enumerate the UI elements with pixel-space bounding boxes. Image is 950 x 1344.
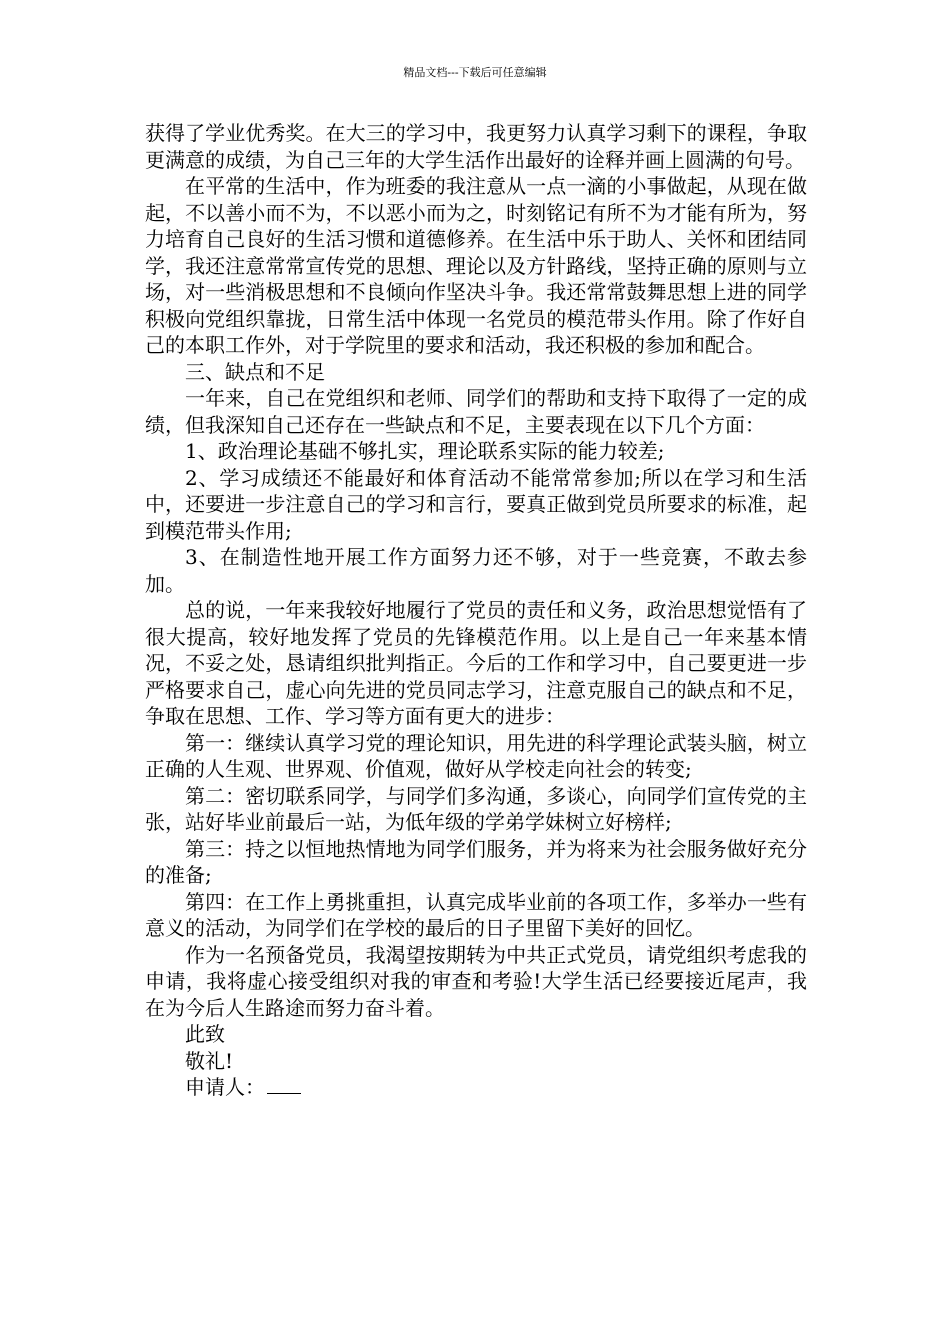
paragraph-shortcomings-intro: 一年来，自己在党组织和老师、同学们的帮助和支持下取得了一定的成绩，但我深知自己还存在一些缺点和不足，主要表现在以下几个方面： (145, 386, 807, 437)
salutation-cizhi: 此致 (185, 1022, 225, 1046)
paragraph-closing: 作为一名预备党员，我渴望按期转为中共正式党员，请党组织考虑我的申请，我将虚心接受组织对我的审查和考验!大学生活已经要接近尾声，我在为今后人生路途而努力奋斗着。 (145, 942, 807, 1020)
plan-item-first: 第一：继续认真学习党的理论知识，用先进的科学理论武装头脑，树立正确的人生观、世界观、价值观，做好从学校走向社会的转变; (145, 730, 807, 781)
plan-item-third: 第三：持之以恒地热情地为同学们服务，并为将来为社会服务做好充分的准备; (145, 836, 807, 887)
list-item-2: 2、学习成绩还不能最好和体育活动不能常常参加;所以在学习和生活中，还要进一步注意自己的学习和言行，要真正做到党员所要求的标准，起到模范带头作用; (145, 465, 807, 543)
section-heading-shortcomings: 三、缺点和不足 (185, 359, 325, 384)
document-body (145, 120, 807, 1101)
list-item-1: 1、政治理论基础不够扎实，理论联系实际的能力较差; (185, 439, 665, 463)
signature-blank (267, 1075, 301, 1094)
paragraph-daily-life: 在平常的生活中，作为班委的我注意从一点一滴的小事做起，从现在做起，不以善小而不为，不以恶小而为之，时刻铭记有所不为才能有所为，努力培育自己良好的生活习惯和道德修养。在生活中乐于助人、关怀和团结同学，我还注意常常宣传党的思想、理论以及方针路线，坚持正确的原则与立场，对一些消极思想和不良倾向作坚决斗争。我还常常鼓舞思想上进的同学积极向党组织靠拢，日常生活中体现一名党员的模范带头作用。除了作好自己的本职工作外，对于学院里的要求和活动，我还积极的参加和配合。 (145, 174, 807, 357)
salutation-jingli: 敬礼! (185, 1048, 234, 1073)
list-item-3: 3、在制造性地开展工作方面努力还不够，对于一些竞赛，不敢去参加。 (145, 545, 807, 596)
paragraph-summary: 总的说，一年来我较好地履行了党员的责任和义务，政治思想觉悟有了很大提高，较好地发挥了党员的先锋模范作用。以上是自己一年来基本情况，不妥之处，恳请组织批判指正。今后的工作和学习中，自己要更进一步严格要求自己，虚心向先进的党员同志学习，注意克服自己的缺点和不足，争取在思想、工作、学习等方面有更大的进步： (145, 598, 807, 728)
signature-label: 申请人： (185, 1075, 265, 1099)
paragraph-continuation: 获得了学业优秀奖。在大三的学习中，我更努力认真学习剩下的课程，争取更满意的成绩，为自己三年的大学生活作出最好的诠释并画上圆满的句号。 (145, 121, 807, 172)
page-header: 精品文档---下载后可任意编辑 (403, 66, 547, 79)
plan-item-second: 第二：密切联系同学，与同学们多沟通，多谈心，向同学们宣传党的主张，站好毕业前最后一站，为低年级的学弟学妹树立好榜样; (145, 783, 807, 834)
plan-item-fourth: 第四：在工作上勇挑重担，认真完成毕业前的各项工作，多举办一些有意义的活动，为同学们在学校的最后的日子里留下美好的回忆。 (145, 889, 807, 940)
signature-line (145, 1074, 807, 1101)
